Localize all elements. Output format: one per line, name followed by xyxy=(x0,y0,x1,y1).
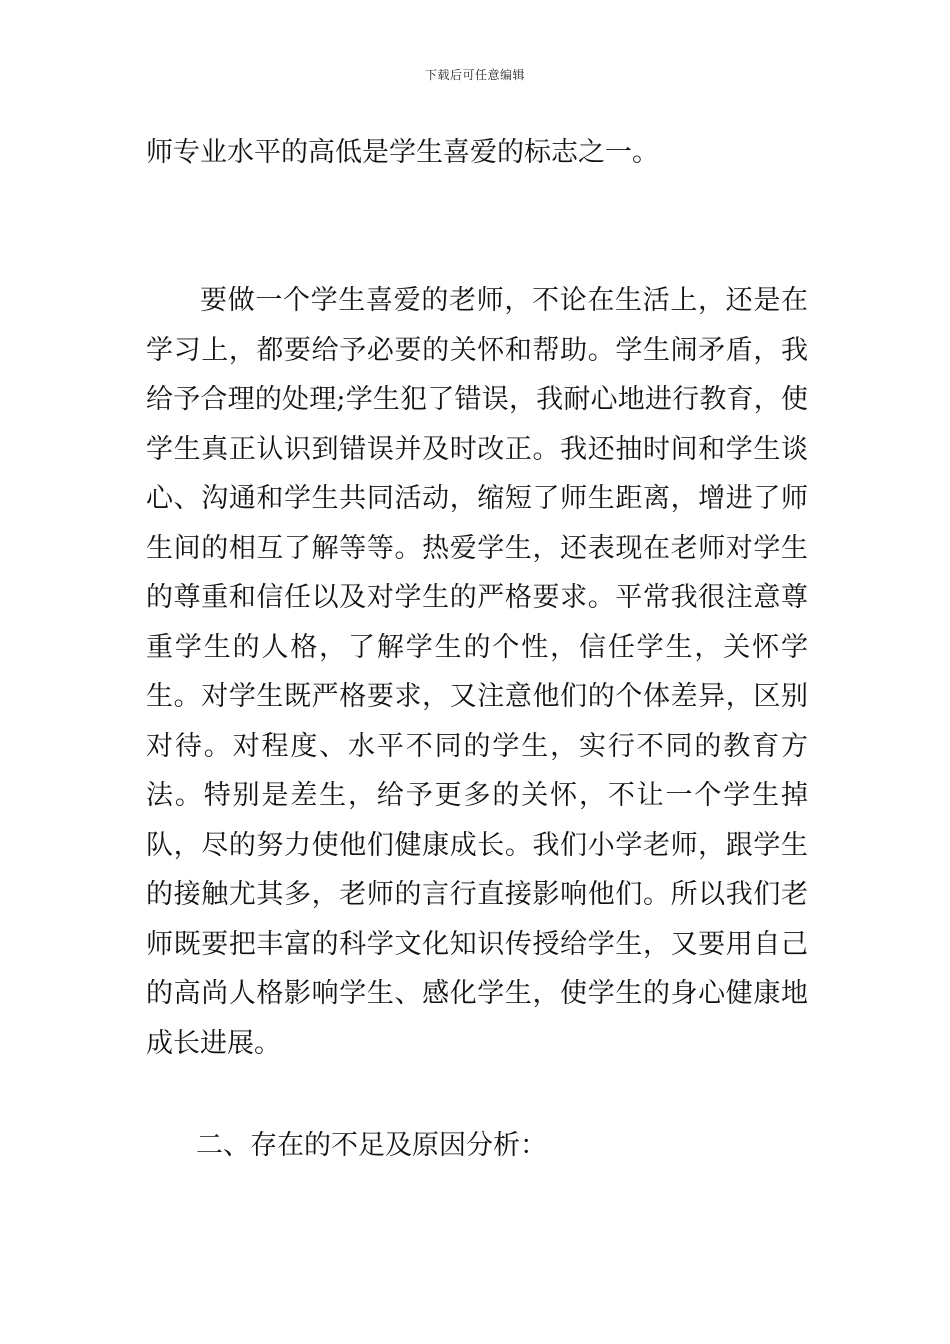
section-heading: 二、存在的不足及原因分析： xyxy=(196,1130,547,1161)
header-note: 下载后可任意编辑 xyxy=(424,68,525,82)
main-paragraph: 要做一个学生喜爱的老师，不论在生活上，还是在学习上，都要给予必要的关怀和帮助。学生闹矛盾，我给予合理的处理;学生犯了错误，我耐心地进行教育，使学生真正认识到错误并及时改正。我还抽时间和学生谈心、沟通和学生共同活动，缩短了师生距离，增进了师生间的相互了解等等。热爱学生，还表现在老师对学生的尊重和信任以及对学生的严格要求。平常我很注意尊重学生的人格，了解学生的个性，信任学生，关怀学生。对学生既严格要求，又注意他们的个体差异，区别对待。对程度、水平不同的学生，实行不同的教育方法。特别是差生，给予更多的关怀，不让一个学生掉队，尽的努力使他们健康成长。我们小学老师，跟学生的接触尤其多，老师的言行直接影响他们。所以我们老师既要把丰富的科学文化知识传授给学生，又要用自己的高尚人格影响学生、感化学生，使学生的身心健康地成长进展。 xyxy=(146,285,808,1059)
continuation-paragraph: 师专业水平的高低是学生喜爱的标志之一。 xyxy=(146,137,659,168)
